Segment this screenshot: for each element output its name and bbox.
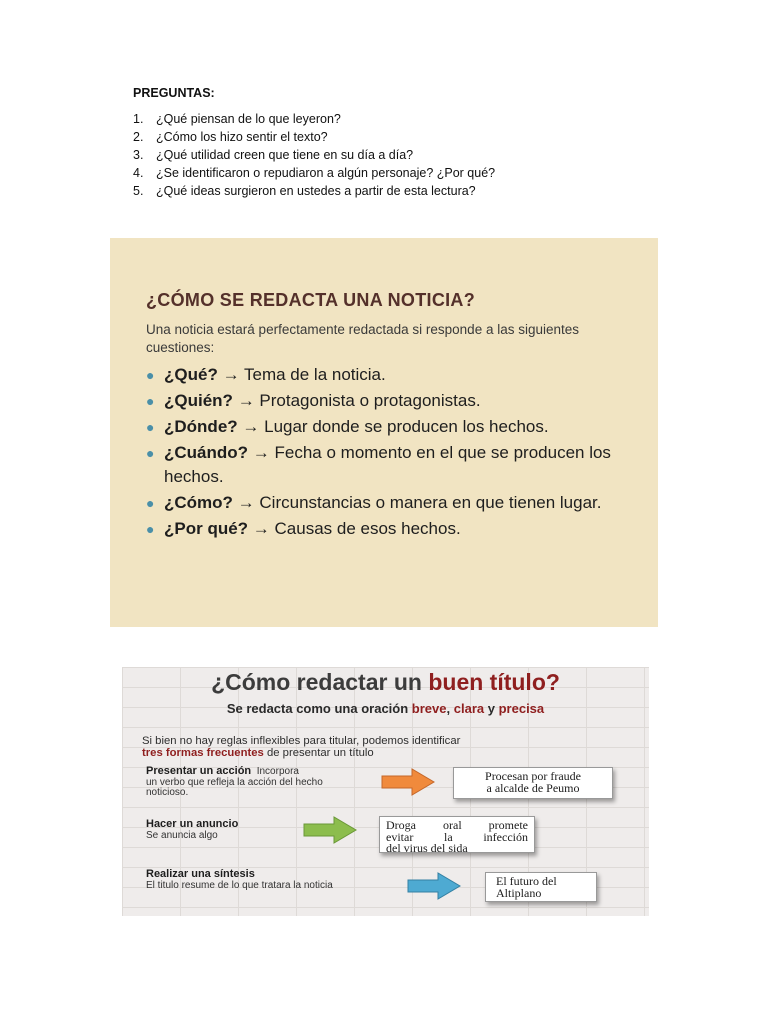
slide1-list: [146, 363, 618, 541]
arrow-right-icon: [302, 816, 358, 844]
item-keyword: ¿Quién?: [164, 391, 233, 410]
slide1-list-item: [146, 517, 618, 541]
slide1-list-item: [146, 389, 618, 413]
item-keyword: ¿Por qué?: [164, 519, 249, 538]
slide1-list-item: [146, 415, 618, 439]
example-line: Droga oral promete: [386, 818, 528, 832]
item-text: → Lugar donde se producen los hechos.: [242, 417, 549, 436]
slide2-title-highlight: buen título?: [428, 669, 560, 695]
news-writing-slide: [110, 238, 658, 627]
bullet-icon: ●: [146, 521, 155, 537]
question-number: 2.: [133, 130, 144, 144]
bullet-icon: ●: [146, 393, 155, 409]
question-item: [133, 128, 693, 146]
question-text: ¿Cómo los hizo sentir el texto?: [156, 130, 328, 144]
intro-part: de presentar un título: [266, 747, 374, 759]
example-line: del virus del sida: [386, 841, 468, 855]
intro-highlight: tres formas frecuentes: [142, 747, 264, 759]
slide2-subtitle: [122, 701, 649, 716]
form-desc: un verbo que refleja la acción del hecho noticioso.: [146, 776, 323, 798]
question-number: 4.: [133, 166, 144, 180]
item-keyword: ¿Cómo?: [164, 493, 233, 512]
form-title: Realizar una síntesis: [146, 868, 255, 880]
item-text: → Causas de esos hechos.: [252, 519, 461, 538]
headline-form-synthesis: [146, 869, 386, 891]
headline-writing-slide: [122, 667, 649, 916]
bullet-icon: ●: [146, 367, 155, 383]
arrow-right-icon: [380, 768, 436, 796]
example-line: Altiplano: [496, 885, 542, 900]
questions-section: [133, 86, 693, 200]
slide1-list-item: [146, 441, 618, 489]
bullet-icon: ●: [146, 445, 155, 461]
item-text: → Fecha o momento en el que se producen los hechos.: [164, 443, 611, 486]
subtitle-highlight: breve: [411, 701, 447, 716]
slide1-list-item: [146, 491, 618, 515]
subtitle-part: ,: [446, 701, 451, 716]
question-item: [133, 146, 693, 164]
example-headline-box: [485, 872, 597, 902]
slide1-title: ¿CÓMO SE REDACTA UNA NOTICIA?: [146, 290, 476, 310]
item-text: → Tema de la noticia.: [222, 365, 386, 384]
example-line: Procesan por fraude: [485, 769, 581, 783]
form-desc: Se anuncia algo: [146, 829, 218, 841]
question-number: 1.: [133, 112, 144, 126]
question-item: [133, 110, 693, 128]
slide2-title: [122, 669, 649, 696]
arrow-right-icon: [406, 872, 462, 900]
question-text: ¿Se identificaron o repudiaron a algún personaje? ¿Por qué?: [156, 166, 496, 180]
slide2-title-part: ¿Cómo redactar un: [211, 669, 422, 695]
intro-part: Si bien no hay reglas inflexibles para titular, podemos identificar: [142, 735, 461, 747]
subtitle-highlight: precisa: [498, 701, 545, 716]
item-keyword: ¿Dónde?: [164, 417, 238, 436]
questions-list: [133, 110, 693, 200]
form-title: Presentar un acción: [146, 765, 252, 777]
item-text: → Circunstancias o manera en que tienen lugar.: [237, 493, 602, 512]
example-headline-box: [379, 816, 535, 853]
question-number: 5.: [133, 184, 144, 198]
subtitle-part: Se redacta como una oración: [226, 701, 409, 716]
bullet-icon: ●: [146, 419, 155, 435]
question-text: ¿Qué utilidad creen que tiene en su día a día?: [156, 148, 414, 162]
slide1-list-item: [146, 363, 618, 387]
form-title: Hacer un anuncio: [146, 818, 239, 830]
slide1-intro: Una noticia estará perfectamente redactada si responde a las siguientes cuestiones:: [146, 322, 580, 355]
form-desc: Incorpora: [256, 766, 299, 777]
slide2-intro: [142, 735, 642, 759]
question-item: [133, 182, 693, 200]
example-line: a alcalde de Peumo: [486, 780, 580, 795]
item-keyword: ¿Cuándo?: [164, 443, 249, 462]
question-text: ¿Qué ideas surgieron en ustedes a partir de esta lectura?: [156, 184, 476, 198]
item-text: → Protagonista o protagonistas.: [237, 391, 481, 410]
headline-form-action: [146, 766, 386, 799]
form-desc: El titulo resume de lo que tratara la noticia: [146, 879, 333, 891]
question-item: [133, 164, 693, 182]
example-line: evitar la infección: [386, 829, 528, 844]
item-keyword: ¿Qué?: [164, 365, 218, 384]
example-headline-box: [453, 767, 613, 799]
question-text: ¿Qué piensan de lo que leyeron?: [156, 112, 341, 126]
example-line: El futuro del: [496, 874, 557, 888]
subtitle-highlight: clara: [453, 701, 485, 716]
question-number: 3.: [133, 148, 144, 162]
subtitle-part: y: [487, 701, 495, 716]
questions-title: PREGUNTAS:: [133, 86, 215, 100]
bullet-icon: ●: [146, 495, 155, 511]
